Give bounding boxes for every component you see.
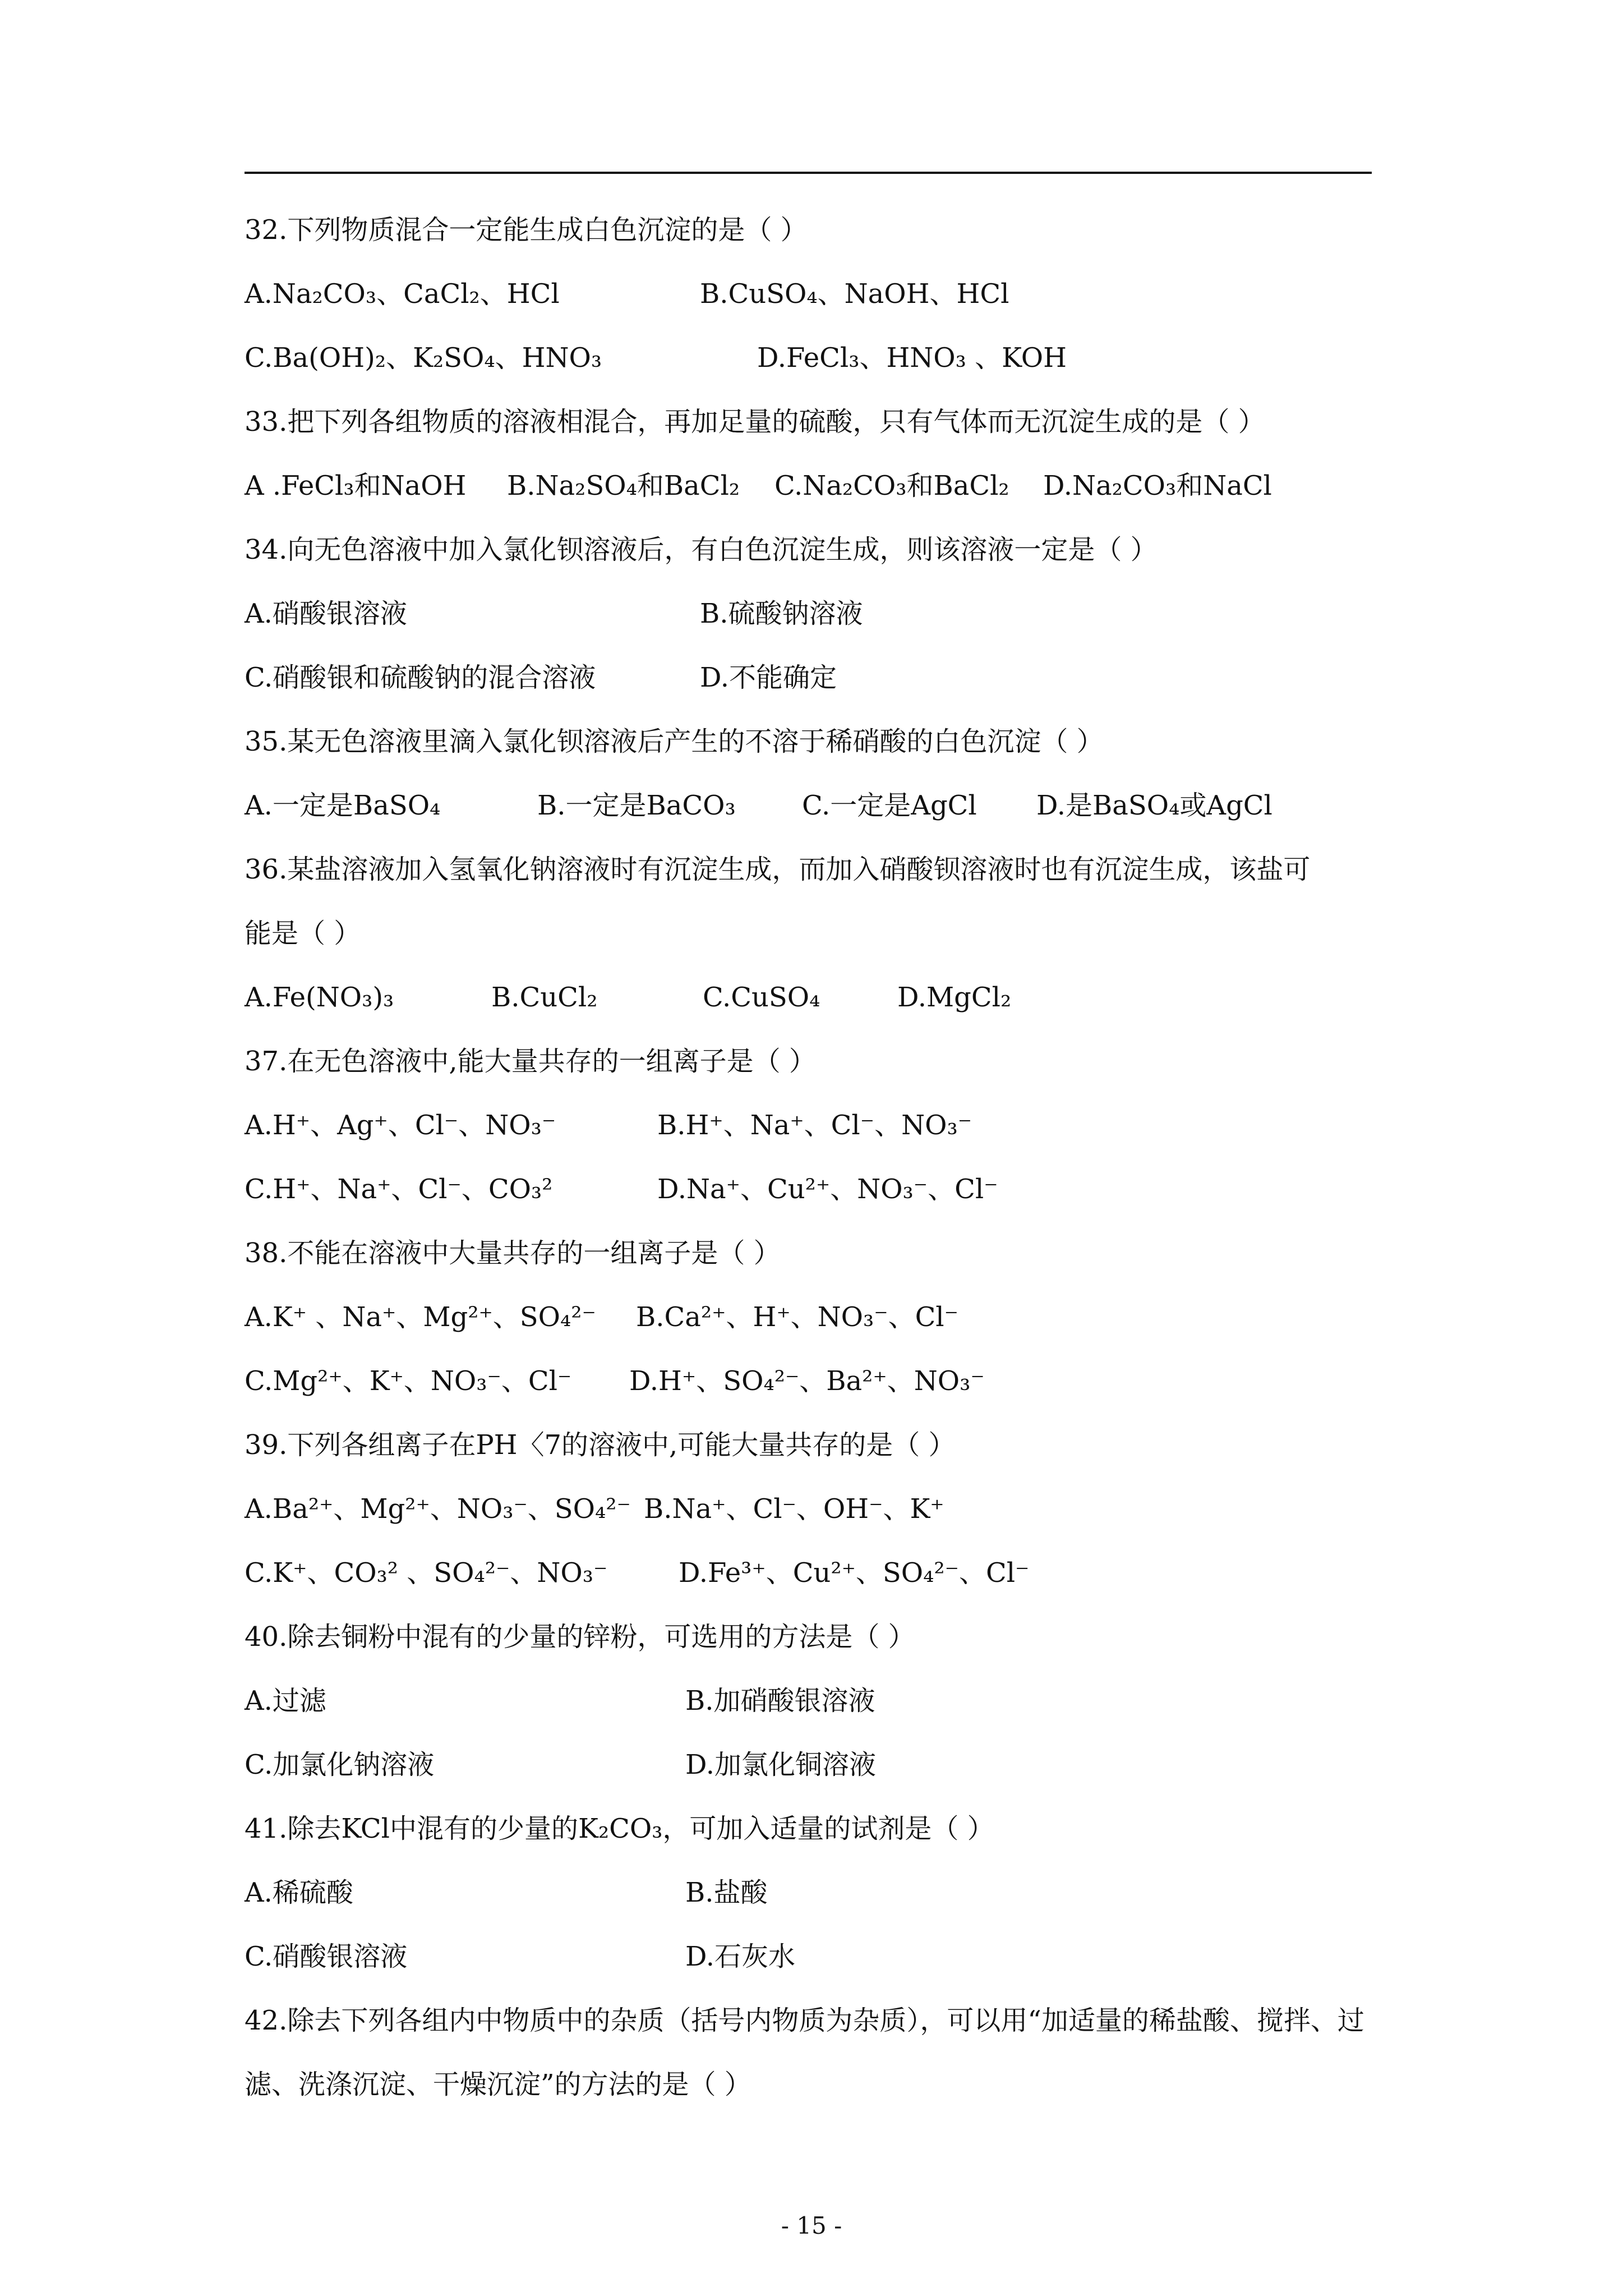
q39-option-b: B.Na⁺、Cl⁻、OH⁻、K⁺	[644, 1493, 944, 1525]
q41-option-a: A.稀硫酸	[245, 1877, 353, 1908]
q32-option-c: C.Ba(OH)₂、K₂SO₄、HNO₃	[245, 342, 602, 374]
q35-option-a: A.一定是BaSO₄	[245, 790, 441, 821]
q33-option-a: A .FeCl₃和NaOH	[245, 470, 467, 501]
header-rule	[245, 172, 1372, 174]
question-39-stem: 39.下列各组离子在PH〈7的溶液中,可能大量共存的是（ ）	[245, 1429, 956, 1461]
q37-option-c: C.H⁺、Na⁺、Cl⁻、CO₃²	[245, 1174, 553, 1205]
q35-option-b: B.一定是BaCO₃	[537, 790, 736, 821]
question-42-stem-line-2: 滤、洗涤沉淀、干燥沉淀”的方法的是（ ）	[245, 2069, 751, 2100]
q36-option-a: A.Fe(NO₃)₃	[245, 982, 394, 1013]
q39-option-c: C.K⁺、CO₃² 、SO₄²⁻、NO₃⁻	[245, 1557, 608, 1589]
q32-option-d: D.FeCl₃、HNO₃ 、KOH	[757, 342, 1067, 374]
question-41-stem: 41.除去KCl中混有的少量的K₂CO₃，可加入适量的试剂是（ ）	[245, 1813, 994, 1844]
question-33-stem: 33.把下列各组物质的溶液相混合，再加足量的硫酸，只有气体而无沉淀生成的是（ ）	[245, 406, 1265, 438]
q38-option-c: C.Mg²⁺、K⁺、NO₃⁻、Cl⁻	[245, 1365, 572, 1397]
q32-option-b: B.CuSO₄、NaOH、HCl	[700, 278, 1009, 310]
question-32-stem: 32.下列物质混合一定能生成白色沉淀的是（ ）	[245, 214, 808, 246]
question-38-stem: 38.不能在溶液中大量共存的一组离子是（ ）	[245, 1237, 781, 1269]
page-number: - 15 -	[781, 2212, 842, 2239]
question-36-stem-line-2: 能是（ ）	[245, 918, 361, 949]
q40-option-b: B.加硝酸银溶液	[685, 1685, 875, 1717]
q33-option-d: D.Na₂CO₃和NaCl	[1043, 470, 1272, 501]
q37-option-d: D.Na⁺、Cu²⁺、NO₃⁻、Cl⁻	[657, 1174, 998, 1205]
q37-option-b: B.H⁺、Na⁺、Cl⁻、NO₃⁻	[657, 1110, 972, 1141]
question-42-stem-line-1: 42.除去下列各组内中物质中的杂质（括号内物质为杂质），可以用“加适量的稀盐酸、搅拌、过	[245, 2005, 1364, 2036]
q34-option-d: D.不能确定	[700, 662, 837, 693]
q38-option-d: D.H⁺、SO₄²⁻、Ba²⁺、NO₃⁻	[629, 1365, 985, 1397]
question-34-stem: 34.向无色溶液中加入氯化钡溶液后，有白色沉淀生成，则该溶液一定是（ ）	[245, 534, 1158, 565]
q41-option-d: D.石灰水	[685, 1941, 796, 1972]
q41-option-b: B.盐酸	[685, 1877, 768, 1908]
q35-option-c: C.一定是AgCl	[802, 790, 977, 821]
q39-option-a: A.Ba²⁺、Mg²⁺、NO₃⁻、SO₄²⁻	[245, 1493, 631, 1525]
question-40-stem: 40.除去铜粉中混有的少量的锌粉，可选用的方法是（ ）	[245, 1621, 915, 1653]
question-35-stem: 35.某无色溶液里滴入氯化钡溶液后产生的不溶于稀硝酸的白色沉淀（ ）	[245, 726, 1104, 757]
q36-option-b: B.CuCl₂	[491, 982, 598, 1013]
q34-option-a: A.硝酸银溶液	[245, 598, 407, 629]
q41-option-c: C.硝酸银溶液	[245, 1941, 408, 1972]
q40-option-a: A.过滤	[245, 1685, 326, 1717]
q40-option-c: C.加氯化钠溶液	[245, 1749, 435, 1780]
question-37-stem: 37.在无色溶液中,能大量共存的一组离子是（ ）	[245, 1046, 816, 1077]
question-36-stem-line-1: 36.某盐溶液加入氢氧化钠溶液时有沉淀生成，而加入硝酸钡溶液时也有沉淀生成，该盐可	[245, 854, 1311, 885]
q33-option-c: C.Na₂CO₃和BaCl₂	[774, 470, 1009, 501]
q38-option-b: B.Ca²⁺、H⁺、NO₃⁻、Cl⁻	[636, 1301, 958, 1333]
q32-option-a: A.Na₂CO₃、CaCl₂、HCl	[245, 278, 560, 310]
q35-option-d: D.是BaSO₄或AgCl	[1036, 790, 1272, 821]
q36-option-c: C.CuSO₄	[703, 982, 820, 1013]
q36-option-d: D.MgCl₂	[897, 982, 1012, 1013]
q34-option-b: B.硫酸钠溶液	[700, 598, 863, 629]
q33-option-b: B.Na₂SO₄和BaCl₂	[507, 470, 740, 501]
q37-option-a: A.H⁺、Ag⁺、Cl⁻、NO₃⁻	[245, 1110, 556, 1141]
q34-option-c: C.硝酸银和硫酸钠的混合溶液	[245, 662, 596, 693]
q40-option-d: D.加氯化铜溶液	[685, 1749, 877, 1780]
q39-option-d: D.Fe³⁺、Cu²⁺、SO₄²⁻、Cl⁻	[679, 1557, 1030, 1589]
q38-option-a: A.K⁺ 、Na⁺、Mg²⁺、SO₄²⁻	[245, 1301, 596, 1333]
